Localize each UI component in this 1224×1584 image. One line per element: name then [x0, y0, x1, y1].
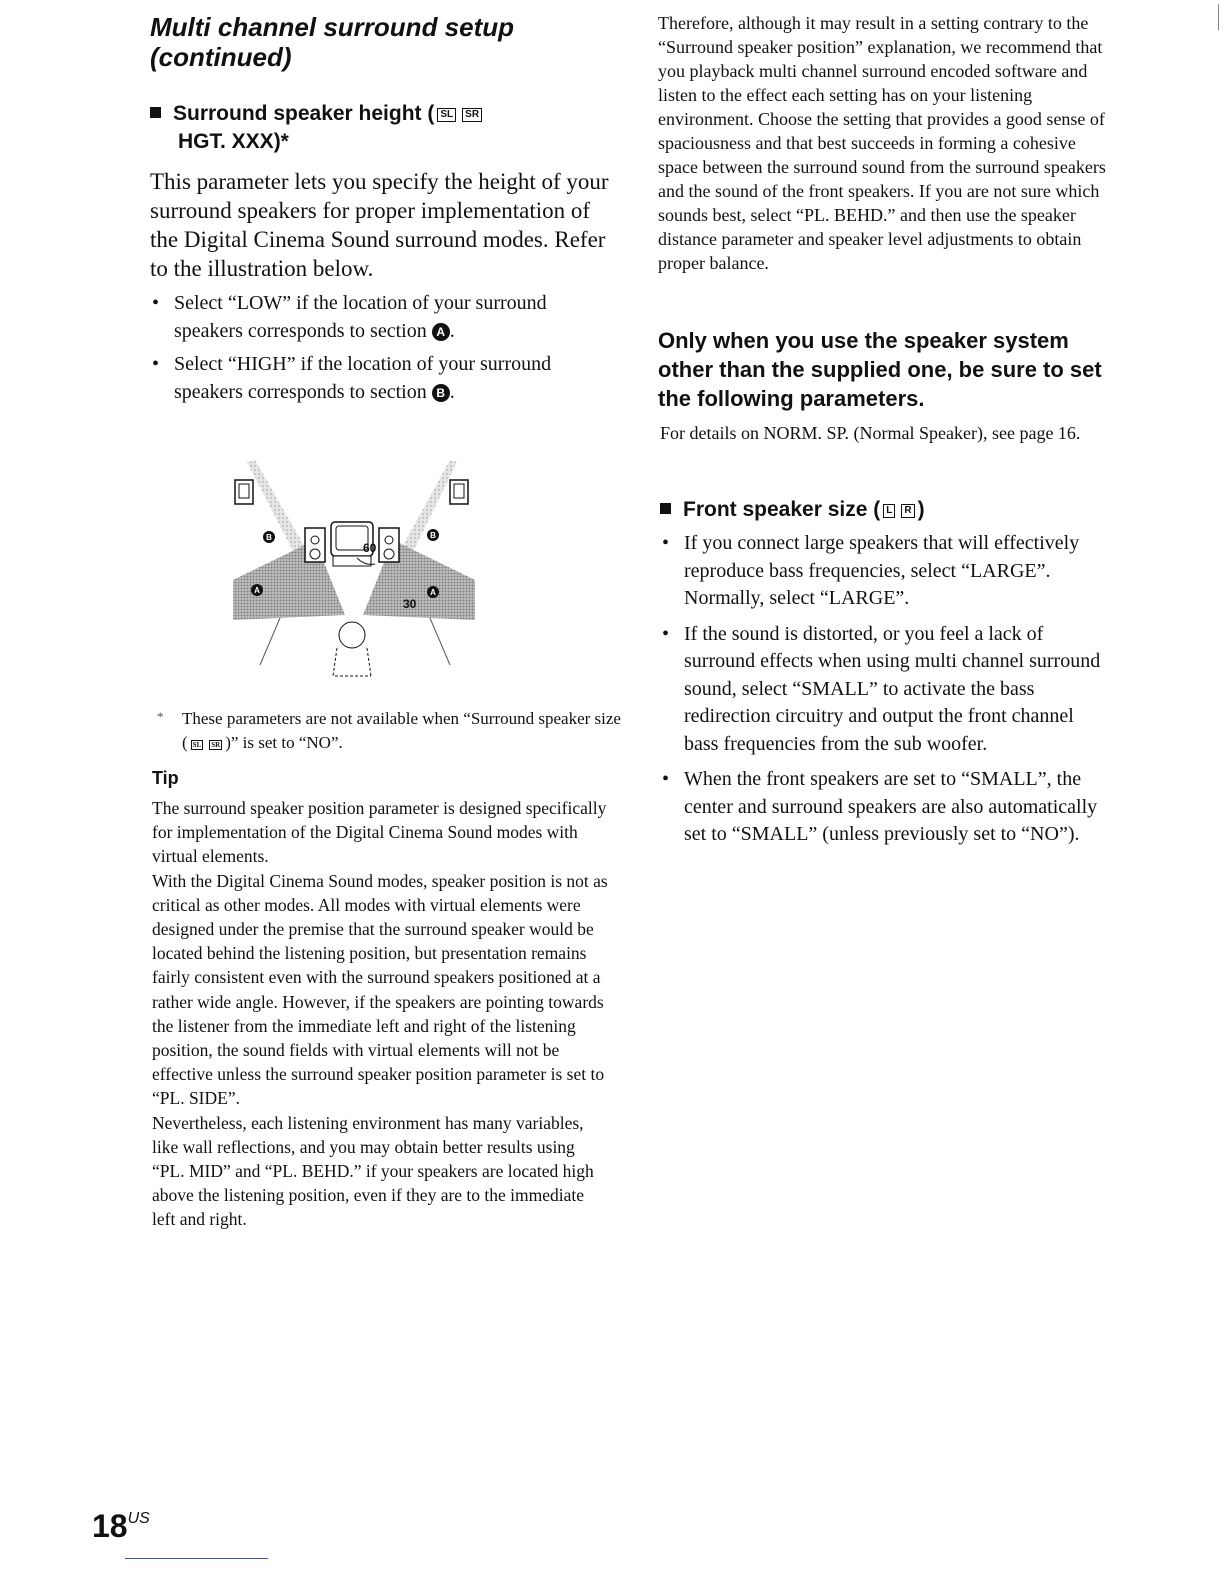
section-title — [150, 12, 514, 72]
surround-height-heading-suffix: HGT. XXX)* — [178, 130, 289, 153]
front-bullet-small-text: If the sound is distorted, or you feel a lack of surround effects when using multi channel surround sound, select “SMALL” to activate the bass redirection circuitry and output the front channel bass frequencies from the sub woofer. — [684, 622, 1101, 755]
marker-b-left — [263, 531, 275, 543]
angle-30-label: 30 — [403, 597, 417, 611]
footnote-text-part2: )” is set to “NO”. — [225, 733, 343, 752]
section-title-line1: Multi channel surround setup — [150, 12, 515, 42]
bullet-high-text: Select “HIGH” if the location of your surround speakers corresponds to section — [174, 353, 552, 403]
right-surround-speaker-icon — [450, 480, 468, 504]
tip-paragraph-3: Nevertheless, each listening environment has many variables, like wall reflections, and you may obtain better results using “PL. MID” and “PL. BEHD.” if your speakers are located high above the listening position, even if they are to the immediate left and right. — [152, 1112, 594, 1230]
sl-speaker-icon: SL — [437, 108, 456, 122]
front-bullet-large-text: If you connect large speakers that will effectively reproduce bass frequencies, select “LARGE”. Normally, select “LARGE”. — [684, 532, 1080, 609]
height-description: This parameter lets you specify the height of your surround speakers for proper implementation of the Digital Cinema Sound surround modes. Refer to the illustration below. — [150, 169, 609, 281]
front-bullet-small: • If the sound is distorted, or you feel a lack of surround effects when using multi channel surround sound, select “SMALL” to activate the bass redirection circuitry and output the front channel bass frequencies from the sub woofer. — [662, 622, 1101, 755]
front-speaker-bullets — [660, 530, 1110, 855]
front-speaker-heading — [660, 496, 1110, 524]
surround-height-heading-prefix: Surround speaker height ( — [173, 102, 435, 125]
front-heading-suffix: ) — [917, 498, 925, 521]
svg-text:A: A — [430, 588, 436, 597]
left-surround-speaker-icon — [235, 480, 253, 504]
front-bullet-large: • If you connect large speakers that will effectively reproduce bass frequencies, select “LARGE”. Normally, select “LARGE”. — [662, 532, 1080, 609]
footnote-mark: * — [157, 709, 164, 724]
front-heading-square-icon — [660, 503, 671, 514]
footer-rule — [125, 1558, 268, 1559]
footnote-sr-icon: SR — [211, 741, 221, 749]
bullet-low-text: Select “LOW” if the location of your surround speakers corresponds to section — [174, 292, 547, 342]
surround-height-heading — [150, 100, 610, 156]
tip-body — [152, 796, 610, 1232]
heading-square-icon — [150, 107, 161, 118]
front-speaker-heading-text: Front speaker size ( — [683, 498, 881, 521]
left-sightline — [260, 618, 280, 665]
tip-heading: Tip — [152, 768, 179, 788]
page-number-suffix: US — [127, 1510, 150, 1527]
svg-text:B: B — [266, 533, 272, 542]
notice-text: For details on NORM. SP. (Normal Speaker), see page 16. — [660, 423, 1081, 443]
front-bullet-auto-text: When the front speakers are set to “SMALL”, the center and surround speakers are also automatically set to “SMALL” (unless previously set to “NO”). — [684, 768, 1098, 845]
page-edge-mark — [1218, 4, 1219, 30]
front-left-speaker-icon — [305, 528, 325, 562]
marker-a-right — [427, 586, 439, 598]
svg-text:A: A — [254, 586, 260, 595]
front-bullet-auto: • When the front speakers are set to “SMALL”, the center and surround speakers are also automatically set to “SMALL” (unless previously set to “NO”). — [662, 768, 1098, 845]
tip-paragraph-1: The surround speaker position parameter is designed specifically for implementation of the Digital Cinema Sound modes with virtual elements. — [152, 798, 607, 867]
footnote — [157, 707, 622, 755]
listener-icon — [333, 622, 371, 676]
l-speaker-icon: L — [883, 504, 895, 518]
footnote-sl-icon: SL — [192, 741, 202, 749]
left-low-zone — [233, 540, 345, 620]
height-bullets — [150, 290, 605, 412]
sr-speaker-icon: SR — [462, 108, 482, 122]
page-number — [92, 1508, 150, 1545]
angle-60-label: 60 — [363, 541, 377, 555]
marker-b-right — [427, 529, 439, 541]
section-a-marker: A — [432, 323, 450, 341]
front-right-speaker-icon — [379, 528, 399, 562]
right-sightline — [430, 618, 450, 665]
r-speaker-icon: R — [901, 504, 914, 518]
page-number-value: 18 — [92, 1508, 128, 1544]
bullet-high: • Select “HIGH” if the location of your surround speakers corresponds to section B . — [152, 353, 552, 403]
section-title-line2: (continued) — [150, 42, 292, 72]
bullet-low: • Select “LOW” if the location of your surround speakers corresponds to section A . — [152, 292, 547, 342]
section-b-marker: B — [432, 384, 450, 402]
footnote-text-part1: These parameters are not available when “Surround speaker size ( — [182, 709, 621, 752]
marker-a-left — [251, 584, 263, 596]
right-intro-text: Therefore, although it may result in a setting contrary to the “Surround speaker position” explanation, we recommend that you playback multi channel surround encoded software and listen to the effect each setting has on your listening environment. Choose the setting that provides a good sense of spaciousness and that best succeeds in forming a cohesive space between the surround sound from the surround speakers and the sound of the front speakers. If you are not sure which sounds best, select “PL. BEHD.” and then use the speaker distance parameter and speaker level adjustments to obtain proper balance. — [658, 13, 1106, 273]
tip-paragraph-2: With the Digital Cinema Sound modes, speaker position is not as critical as other modes. All modes with virtual elements were designed under the premise that the surround speaker would be located behind the listening position, but presentation remains fairly consistent even with the surround speakers positioned at a rather wide angle. However, if the speakers are pointing towards the listener from the immediate left and right of the listening position, the sound fields with virtual elements will not be effective unless the surround speaker position parameter is set to “PL. SIDE”. — [152, 870, 608, 1109]
speaker-height-diagram — [225, 440, 485, 680]
svg-text:B: B — [430, 531, 436, 540]
notice-heading: Only when you use the speaker system other than the supplied one, be sure to set the following parameters. — [658, 328, 1102, 411]
